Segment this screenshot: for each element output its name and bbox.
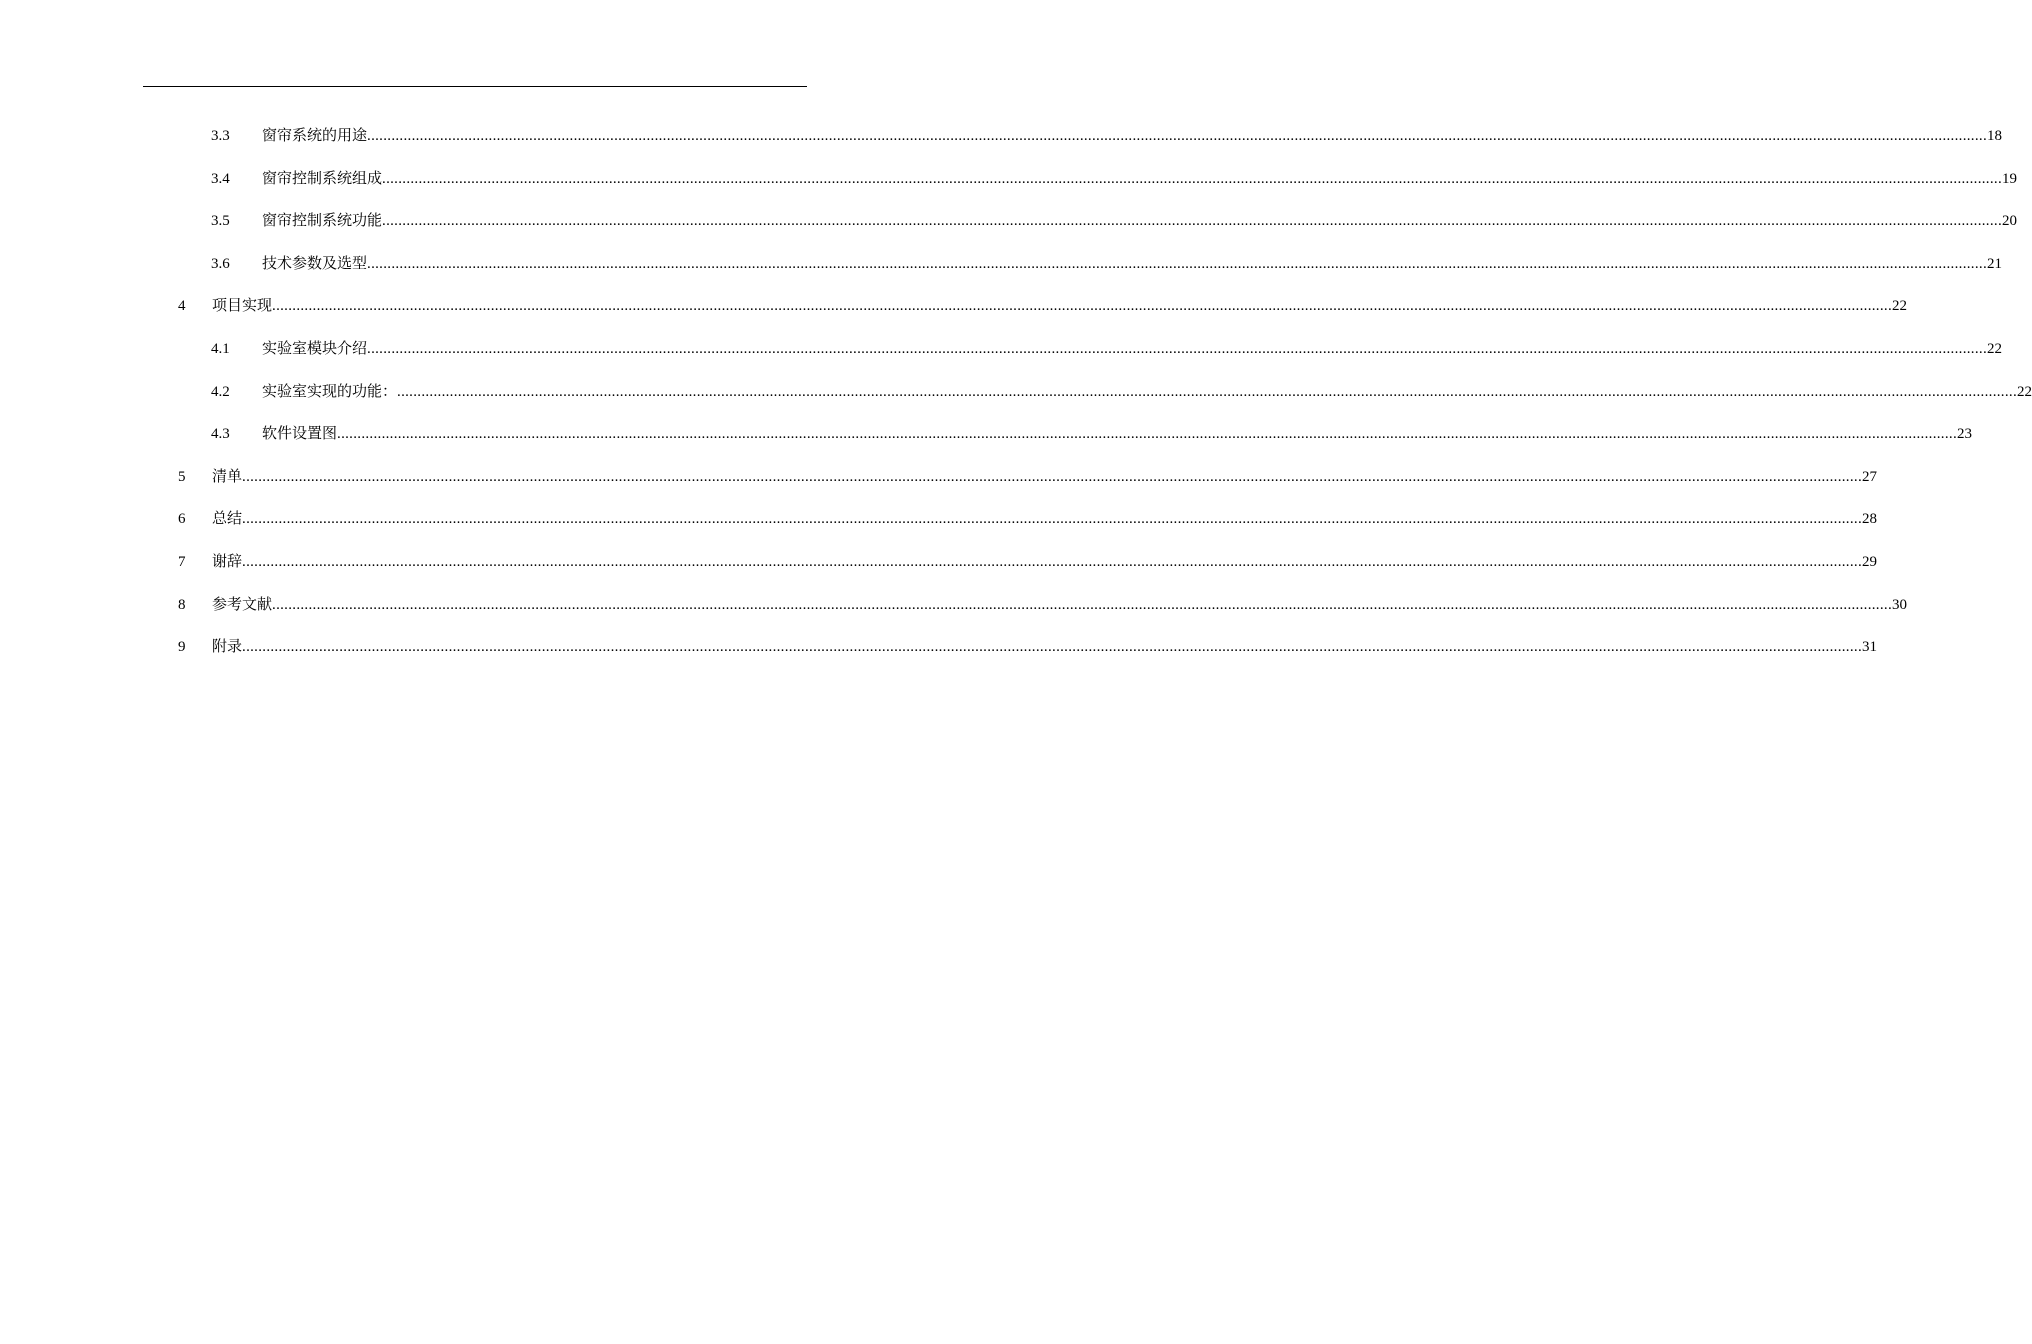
toc-entry-page: 20 (2002, 213, 2018, 230)
toc-entry[interactable] (0, 285, 1908, 328)
toc-entry-title: 谢辞 (212, 553, 243, 570)
toc-dot-leader: ................................................................................................................................................................................................................................................................................................................................................................................................................ (397, 383, 2018, 400)
toc-dot-leader: ................................................................................................................................................................................................................................................................................................................................................................................................................ (382, 213, 2003, 230)
toc-entry-title: 技术参数及选型 (262, 255, 368, 272)
toc-dot-leader: ................................................................................................................................................................................................................................................................................................................................................................................................................ (367, 255, 1988, 272)
toc-entry-page: 30 (1892, 596, 1908, 613)
toc-entry-page: 18 (1987, 128, 2003, 144)
toc-entry-page: 23 (1957, 426, 1973, 443)
toc-entry-number: 3.4 (211, 170, 230, 187)
toc-entry[interactable] (0, 456, 1878, 499)
toc-entry-page: 27 (1862, 468, 1878, 485)
toc-entry[interactable] (0, 413, 1973, 456)
toc-dot-leader: ................................................................................................................................................................................................................................................................................................................................................................................................................ (242, 553, 1863, 570)
toc-entry-number: 5 (178, 468, 186, 485)
toc-entry-number: 3.6 (211, 255, 230, 272)
toc-entry-title: 软件设置图 (262, 426, 338, 443)
toc-entry[interactable] (0, 115, 2003, 158)
toc-entry[interactable] (0, 243, 2003, 286)
toc-dot-leader: ................................................................................................................................................................................................................................................................................................................................................................................................................ (272, 298, 1893, 315)
toc-entry[interactable] (0, 541, 1878, 584)
toc-entry-page: 21 (1987, 255, 2003, 272)
toc-dot-leader: ................................................................................................................................................................................................................................................................................................................................................................................................................ (242, 639, 1863, 656)
toc-entry-page: 29 (1862, 553, 1878, 570)
toc-entry-number: 3.5 (211, 213, 230, 230)
toc-entry-number: 6 (178, 511, 186, 528)
toc-entry-number: 7 (178, 553, 186, 570)
toc-dot-leader: ................................................................................................................................................................................................................................................................................................................................................................................................................ (242, 468, 1863, 485)
toc-entry-page: 31 (1862, 639, 1878, 656)
header-rule (143, 86, 807, 87)
toc-entry-title: 窗帘控制系统组成 (262, 170, 383, 187)
toc-entry-title: 参考文献 (212, 596, 273, 613)
toc-entry-number: 4 (178, 298, 186, 315)
table-of-contents (0, 115, 2032, 669)
toc-entry-title: 实验室模块介绍 (262, 340, 368, 357)
toc-entry[interactable] (0, 371, 2032, 414)
toc-entry-title: 项目实现 (212, 298, 273, 315)
toc-entry-number: 4.2 (211, 383, 230, 400)
toc-entry-title: 总结 (212, 511, 243, 528)
toc-entry-number: 9 (178, 639, 186, 656)
toc-entry-number: 4.1 (211, 340, 230, 357)
toc-dot-leader: ................................................................................................................................................................................................................................................................................................................................................................................................................ (337, 426, 1958, 443)
toc-dot-leader: ................................................................................................................................................................................................................................................................................................................................................................................................................ (367, 340, 1988, 357)
toc-entry-page: 28 (1862, 511, 1878, 528)
toc-entry[interactable] (0, 498, 1878, 541)
toc-entry-title: 附录 (212, 639, 243, 656)
toc-dot-leader: ................................................................................................................................................................................................................................................................................................................................................................................................................ (382, 170, 2003, 187)
toc-entry-page: 22 (2017, 383, 2032, 400)
toc-entry[interactable] (0, 328, 2003, 371)
toc-entry[interactable] (0, 626, 1878, 669)
toc-entry-title: 实验室实现的功能： (262, 383, 398, 400)
toc-dot-leader: ................................................................................................................................................................................................................................................................................................................................................................................................................ (272, 596, 1893, 613)
toc-entry-number: 3.3 (211, 128, 230, 144)
toc-dot-leader: ................................................................................................................................................................................................................................................................................................................................................................................................................ (242, 511, 1863, 528)
toc-entry[interactable] (0, 584, 1908, 627)
toc-dot-leader: ................................................................................................................................................................................................................................................................................................................................................................................................................ (367, 128, 1988, 144)
toc-entry-title: 窗帘控制系统功能 (262, 213, 383, 230)
toc-entry-page: 22 (1987, 340, 2003, 357)
toc-entry[interactable] (0, 158, 2018, 201)
toc-entry-page: 19 (2002, 170, 2018, 187)
toc-entry-title: 窗帘系统的用途 (262, 128, 368, 144)
toc-entry-page: 22 (1892, 298, 1908, 315)
toc-entry-number: 8 (178, 596, 186, 613)
toc-entry-number: 4.3 (211, 426, 230, 443)
toc-entry-title: 清单 (212, 468, 243, 485)
toc-entry[interactable] (0, 200, 2018, 243)
